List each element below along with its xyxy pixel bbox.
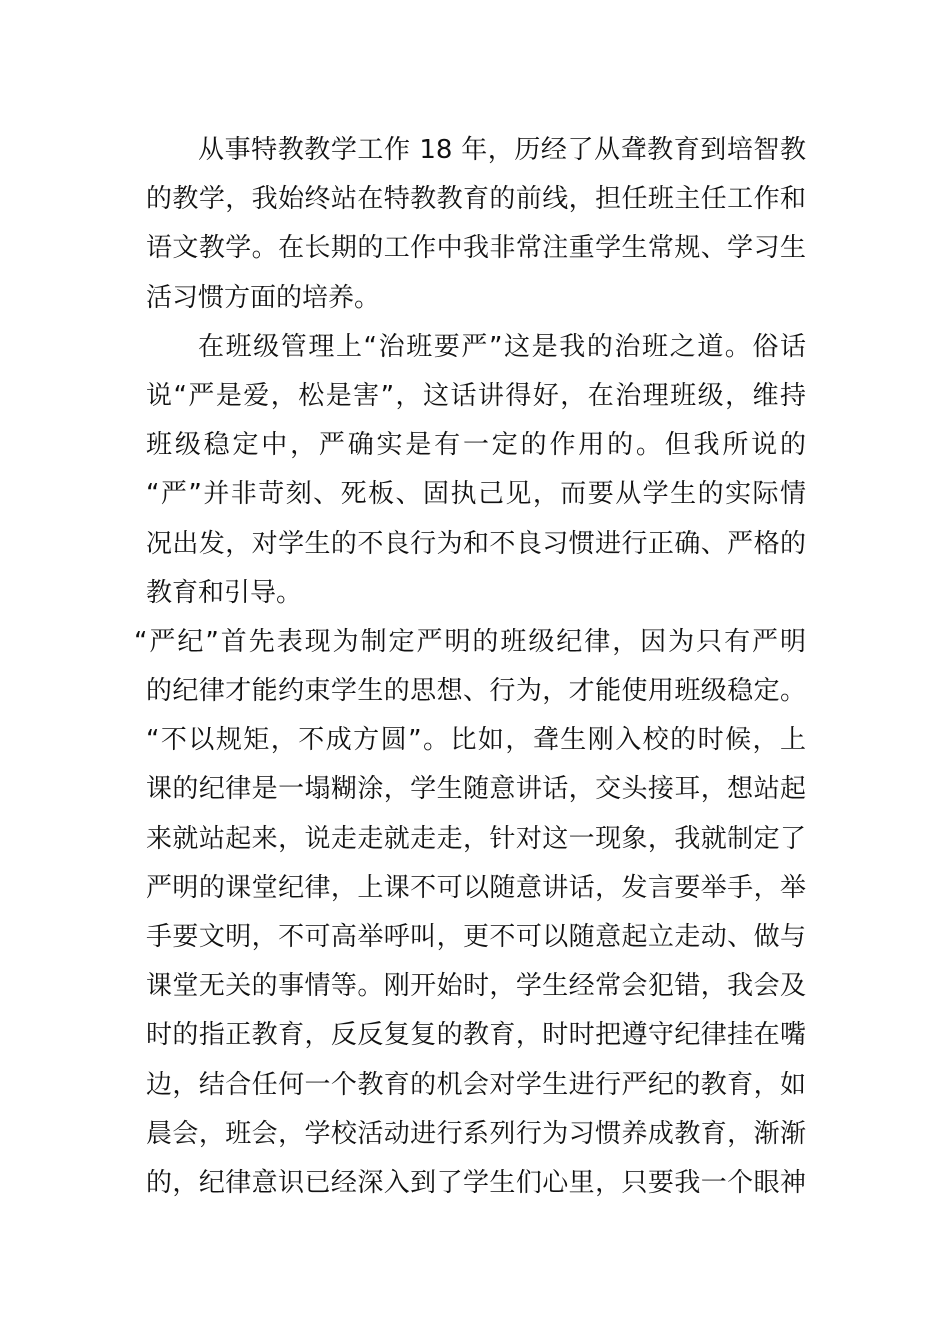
- text-line: 课的纪律是一塌糊涂，学生随意讲话，交头接耳，想站起: [146, 774, 806, 805]
- text-line: 说“严是爱，松是害”，这话讲得好，在治理班级，维持: [146, 380, 806, 411]
- text-line: “严”并非苛刻、死板、固执己见，而要从学生的实际情: [146, 479, 806, 510]
- text-line: 况出发，对学生的不良行为和不良习惯进行正确、严格的: [146, 528, 806, 559]
- text-line: 的，纪律意识已经深入到了学生们心里，只要我一个眼神: [146, 1167, 806, 1198]
- text-line: 教育和引导。: [146, 577, 303, 608]
- text-line: 手要文明，不可高举呼叫，更不可以随意起立走动、做与: [146, 922, 806, 952]
- text-line: “严纪”首先表现为制定严明的班级纪律，因为只有严明: [134, 626, 806, 657]
- text-line: 语文教学。在长期的工作中我非常注重学生常规、学习生: [146, 233, 806, 264]
- text-line: 活习惯方面的培养。: [146, 282, 381, 313]
- text-line: 的纪律才能约束学生的思想、行为，才能使用班级稳定。: [146, 676, 806, 707]
- text-line: 班级稳定中，严确实是有一定的作用的。但我所说的: [146, 430, 806, 461]
- text-line: 严明的课堂纪律，上课不可以随意讲话，发言要举手，举: [146, 872, 806, 903]
- text-line: 晨会，班会，学校活动进行系列行为习惯养成教育，渐渐: [146, 1118, 806, 1149]
- text-line: 从事特教教学工作 18 年，历经了从聋教育到培智教: [198, 135, 806, 165]
- text-line: 边，结合任何一个教育的机会对学生进行严纪的教育，如: [146, 1069, 806, 1100]
- text-line: 在班级管理上“治班要严”这是我的治班之道。俗话: [198, 331, 806, 362]
- text-line: 时的指正教育，反反复复的教育，时时把遵守纪律挂在嘴: [146, 1020, 806, 1051]
- body-text: [134, 126, 806, 1208]
- text-line: “不以规矩，不成方圆”。比如，聋生刚入校的时候，上: [146, 725, 806, 756]
- text-line: 来就站起来，说走走就走走，针对这一现象，我就制定了: [146, 823, 806, 854]
- text-line: 课堂无关的事情等。刚开始时，学生经常会犯错，我会及: [146, 971, 806, 1002]
- text-line: 的教学，我始终站在特教教育的前线，担任班主任工作和: [146, 184, 806, 215]
